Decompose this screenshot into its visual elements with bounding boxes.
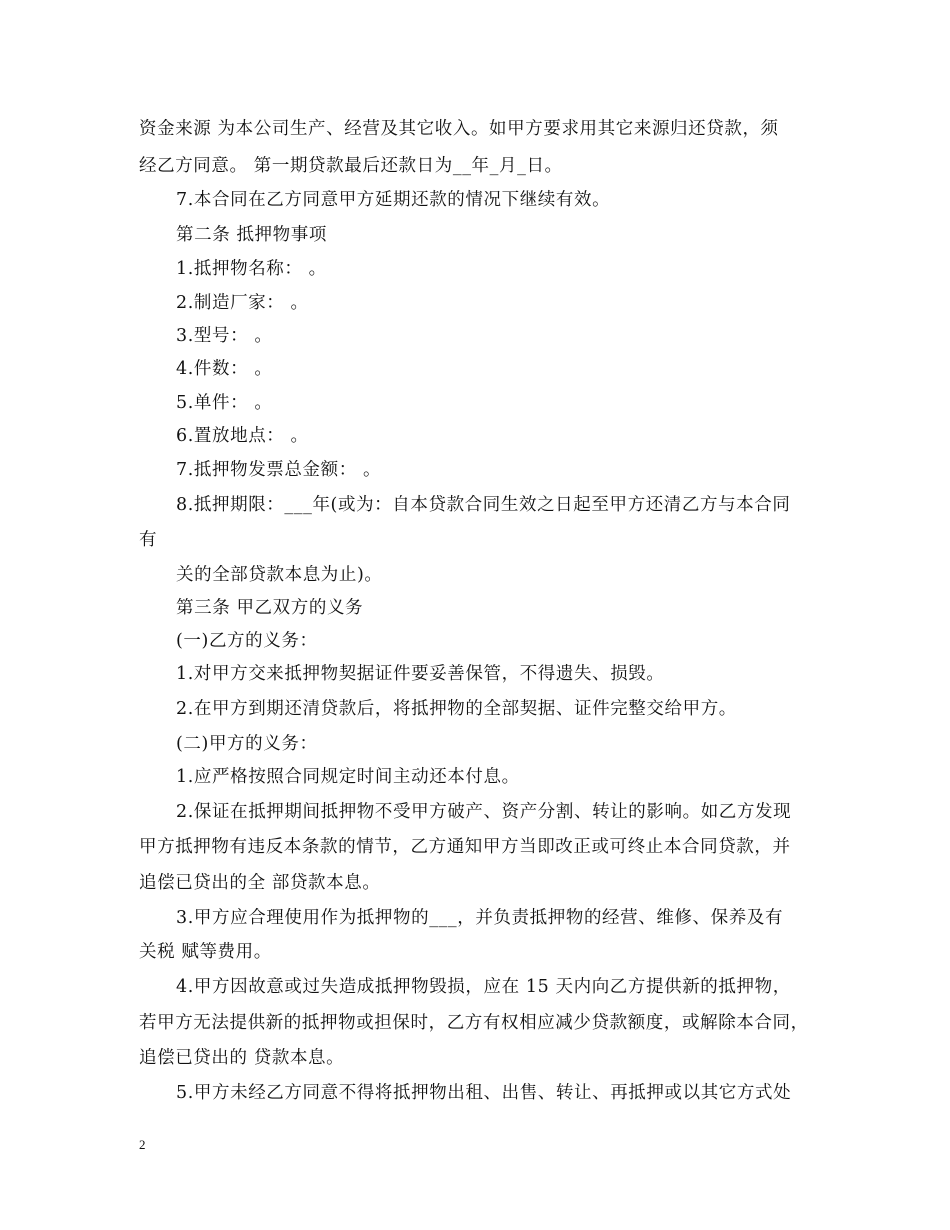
text-line: 关的全部贷款本息为止)。 [176,565,383,585]
text-line: 3.甲方应合理使用作为抵押物的___，并负责抵押物的经营、维修、保养及有 [176,908,784,928]
text-line: 甲方抵押物有违反本条款的情节，乙方通知甲方当即改正或可终止本合同贷款，并 [139,837,791,857]
text-line: 2.保证在抵押期间抵押物不受甲方破产、资产分割、转让的影响。如乙方发现 [176,802,792,822]
text-line: 追偿已贷出的全 部贷款本息。 [139,873,381,893]
text-line: 2.制造厂家： 。 [176,293,309,313]
text-line: 5.单件： 。 [176,393,273,413]
text-line: 6.置放地点： 。 [176,426,309,446]
text-line: 7.本合同在乙方同意甲方延期还款的情况下继续有效。 [176,190,611,210]
section-heading: 第三条 甲乙双方的义务 [176,598,364,618]
text-line: 8.抵押期限：___年(或为：自本贷款合同生效之日起至甲方还清乙方与本合同 [176,495,791,515]
text-line: 若甲方无法提供新的抵押物或担保时，乙方有权相应减少贷款额度，或解除本合同， [139,1013,809,1033]
text-line: 资金来源 为本公司生产、经营及其它收入。如甲方要求用其它来源归还贷款，须 [139,119,779,139]
text-line: 经乙方同意。 第一期贷款最后还款日为__年_月_日。 [139,156,563,176]
text-line: 5.甲方未经乙方同意不得将抵押物出租、出售、转让、再抵押或以其它方式处 [176,1083,792,1103]
page-number: 2 [139,1137,146,1152]
subsection-heading: (一)乙方的义务： [176,631,318,651]
text-line: 1.对甲方交来抵押物契据证件要妥善保管，不得遗失、损毁。 [176,664,665,684]
text-line: 追偿已贷出的 贷款本息。 [139,1048,345,1068]
text-line: 有 [139,530,158,550]
subsection-heading: (二)甲方的义务： [176,734,318,754]
text-line: 7.抵押物发票总金额： 。 [176,460,382,480]
text-line: 1.抵押物名称： 。 [176,259,327,279]
text-line: 4.件数： 。 [176,359,273,379]
text-line: 2.在甲方到期还清贷款后，将抵押物的全部契据、证件完整交给甲方。 [176,699,737,719]
text-line: 3.型号： 。 [176,326,273,346]
text-line: 1.应严格按照合同规定时间主动还本付息。 [176,767,520,787]
section-heading: 第二条 抵押物事项 [176,225,327,245]
text-line: 关税 赋等费用。 [139,942,272,962]
text-line: 4.甲方因故意或过失造成抵押物毁损，应在 15 天内向乙方提供新的抵押物， [176,977,791,997]
